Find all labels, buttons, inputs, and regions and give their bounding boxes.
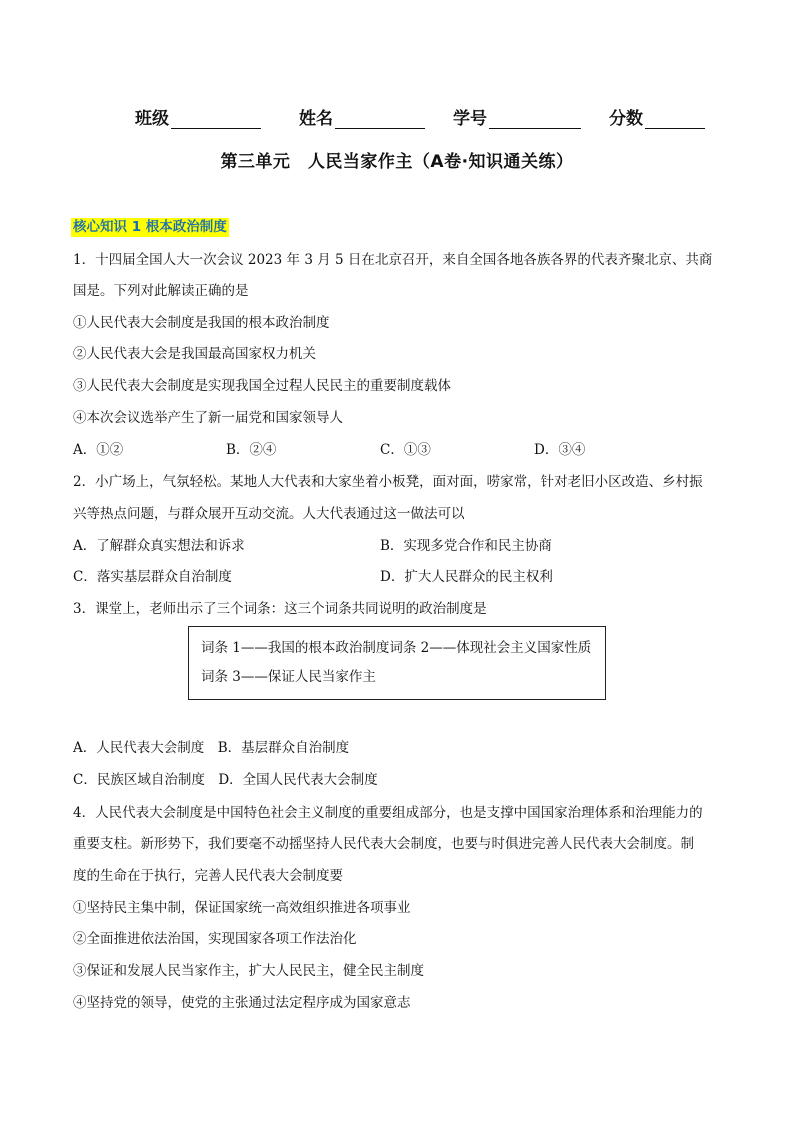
q4-stem-line3: 度的生命在于执行，完善人民代表大会制度要 [73, 868, 343, 884]
q3-options-row2[interactable]: C．民族区域自治制度 D．全国人民代表大会制度 [73, 772, 378, 788]
q3-stem: 3．课堂上，老师出示了三个词条：这三个词条共同说明的政治制度是 [73, 601, 487, 617]
q4-stem-line2: 重要支柱。新形势下，我们要毫不动摇坚持人民代表大会制度，也要与时俱进完善人民代表大会制度。制 [73, 836, 694, 852]
name-field [299, 104, 425, 129]
section-heading: 核心知识 1 根本政治制度 [73, 219, 227, 235]
q2-option-b[interactable]: B．实现多党合作和民主协商 [380, 538, 552, 554]
q4-item: ①坚持民主集中制，保证国家统一高效组织推进各项事业 [73, 900, 411, 916]
q1-option-d[interactable]: D．③④ [534, 442, 586, 458]
name-label: 姓名 [299, 109, 333, 129]
q4-item: ③保证和发展人民当家作主，扩大人民民主，健全民主制度 [73, 963, 424, 979]
q2-option-a[interactable]: A．了解群众真实想法和诉求 [73, 538, 245, 554]
class-field [135, 104, 261, 129]
id-field [453, 104, 581, 129]
q1-stem-line2: 国是。下列对此解读正确的是 [73, 283, 249, 299]
id-blank[interactable] [489, 110, 581, 129]
q4-stem-line1: 4．人民代表大会制度是中国特色社会主义制度的重要组成部分，也是支撑中国国家治理体系和治理能力的 [73, 805, 703, 821]
class-label: 班级 [135, 109, 169, 129]
q2-stem-line1: 2．小广场上，气氛轻松。某地人大代表和大家坐着小板凳，面对面，唠家常，针对老旧小区改造、乡村振 [73, 474, 703, 490]
q1-item: ③人民代表大会制度是实现我国全过程人民民主的重要制度载体 [73, 378, 451, 394]
page-title: 第三单元 人民当家作主（A卷·知识通关练） [220, 152, 574, 172]
q3-box-line1: 词条 1——我国的根本政治制度词条 2——体现社会主义国家性质 [201, 640, 592, 656]
q1-option-b[interactable]: B．②④ [226, 442, 277, 458]
q1-option-a[interactable]: A．①② [73, 442, 124, 458]
q2-option-c[interactable]: C．落实基层群众自治制度 [73, 569, 232, 585]
q2-stem-line2: 兴等热点问题，与群众展开互动交流。人大代表通过这一做法可以 [73, 506, 465, 522]
q1-option-c[interactable]: C．①③ [380, 442, 431, 458]
score-label: 分数 [609, 109, 643, 129]
q4-item: ④坚持党的领导，使党的主张通过法定程序成为国家意志 [73, 995, 411, 1011]
q1-item: ②人民代表大会是我国最高国家权力机关 [73, 346, 316, 362]
name-blank[interactable] [335, 110, 425, 129]
q3-terms-box [188, 626, 606, 700]
q1-item: ①人民代表大会制度是我国的根本政治制度 [73, 315, 330, 331]
q3-options-row1[interactable]: A．人民代表大会制度 B．基层群众自治制度 [73, 740, 350, 756]
q1-item: ④本次会议选举产生了新一届党和国家领导人 [73, 410, 343, 426]
q1-stem-line1: 1．十四届全国人大一次会议 2023 年 3 月 5 日在北京召开，来自全国各地各族各界的代表齐聚北京、共商 [73, 252, 713, 268]
student-info-header [135, 104, 735, 129]
q3-box-line2: 词条 3——保证人民当家作主 [201, 669, 376, 685]
score-blank[interactable] [645, 110, 705, 129]
id-label: 学号 [453, 109, 487, 129]
class-blank[interactable] [171, 110, 261, 129]
q2-option-d[interactable]: D．扩大人民群众的民主权利 [380, 569, 553, 585]
score-field [609, 104, 705, 129]
q4-item: ②全面推进依法治国，实现国家各项工作法治化 [73, 931, 357, 947]
